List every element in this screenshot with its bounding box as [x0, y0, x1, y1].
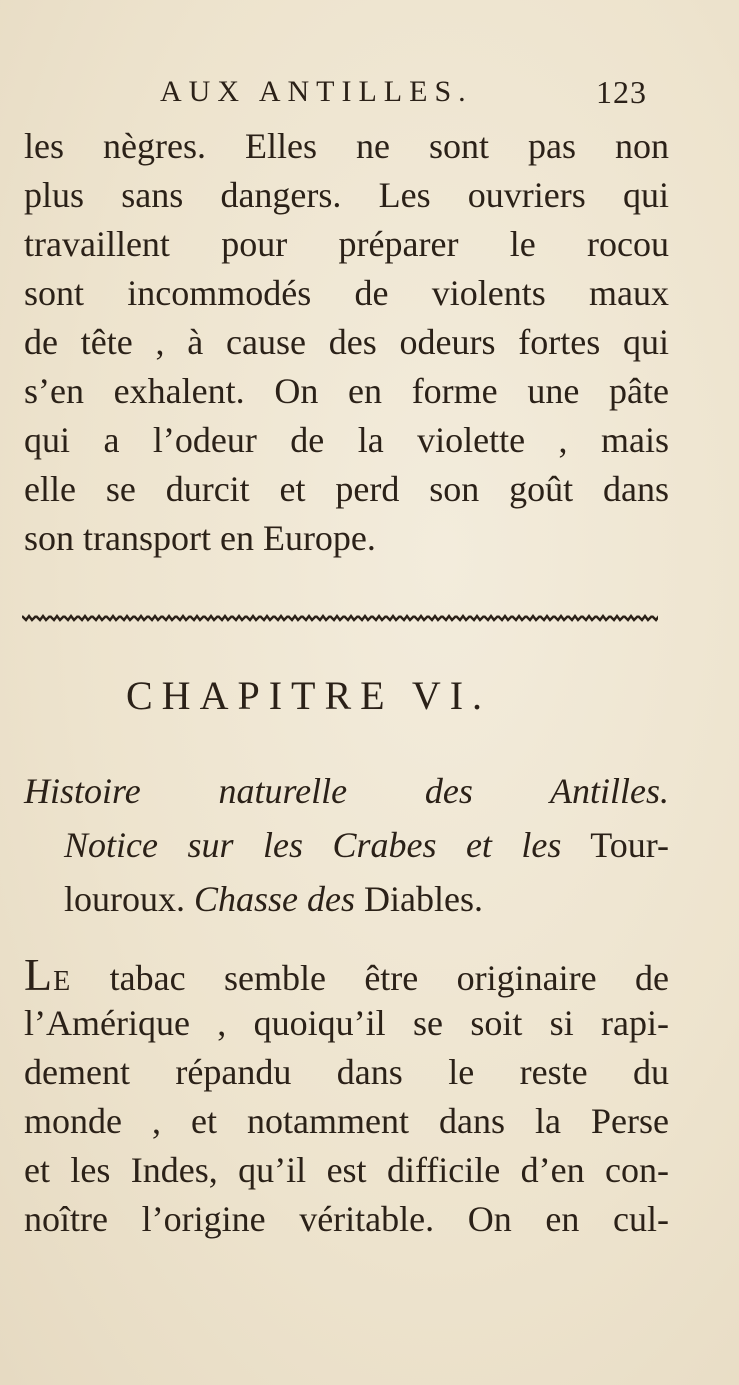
paragraph-continued — [24, 122, 669, 563]
text-line: noître l’origine véritable. On en cul- — [24, 1199, 669, 1239]
chapter-summary — [24, 764, 669, 926]
text-line: monde , et notamment dans la Perse — [24, 1101, 669, 1141]
drop-cap: L — [24, 949, 54, 1000]
text-line: elle se durcit et perd son goût dans — [24, 469, 669, 509]
running-head — [0, 72, 739, 112]
text-line: l’Amérique , quoiqu’il se soit si rapi- — [24, 1003, 669, 1043]
text-line: et les Indes, qu’il est difficile d’en con- — [24, 1150, 669, 1190]
summary-roman-text: Tour- — [561, 825, 669, 865]
summary-line — [24, 872, 669, 926]
text-line — [24, 950, 669, 999]
text-line: de tête , à cause des odeurs fortes qui — [24, 322, 669, 362]
text-line: sont incommodés de violents maux — [24, 273, 669, 313]
text-run: tabac semble être originaire de — [71, 958, 669, 998]
chapter-title: CHAPITRE VI. — [126, 673, 492, 718]
text-line: s’en exhalent. On en forme une pâte — [24, 371, 669, 411]
text-line: qui a l’odeur de la violette , mais — [24, 420, 669, 460]
text-line: plus sans dangers. Les ouvriers qui — [24, 175, 669, 215]
summary-italic-text: Notice sur les Crabes et les — [64, 825, 562, 865]
text-line: dement répandu dans le reste du — [24, 1052, 669, 1092]
summary-line — [24, 764, 669, 818]
summary-italic-text: Histoire naturelle des Antilles. — [24, 771, 669, 811]
small-caps: E — [53, 966, 72, 997]
summary-italic-text: Chasse des — [194, 879, 355, 919]
running-title: AUX ANTILLES. — [160, 75, 473, 108]
summary-line — [24, 818, 669, 872]
page-number: 123 — [596, 74, 647, 110]
text-line: travaillent pour préparer le rocou — [24, 224, 669, 264]
text-line: les nègres. Elles ne sont pas non — [24, 126, 669, 166]
paragraph-opening — [24, 950, 669, 1244]
summary-roman-text: Diables. — [355, 879, 483, 919]
ornamental-rule — [22, 611, 658, 625]
text-line: son transport en Europe. — [24, 518, 376, 558]
summary-roman-text: louroux. — [64, 879, 194, 919]
